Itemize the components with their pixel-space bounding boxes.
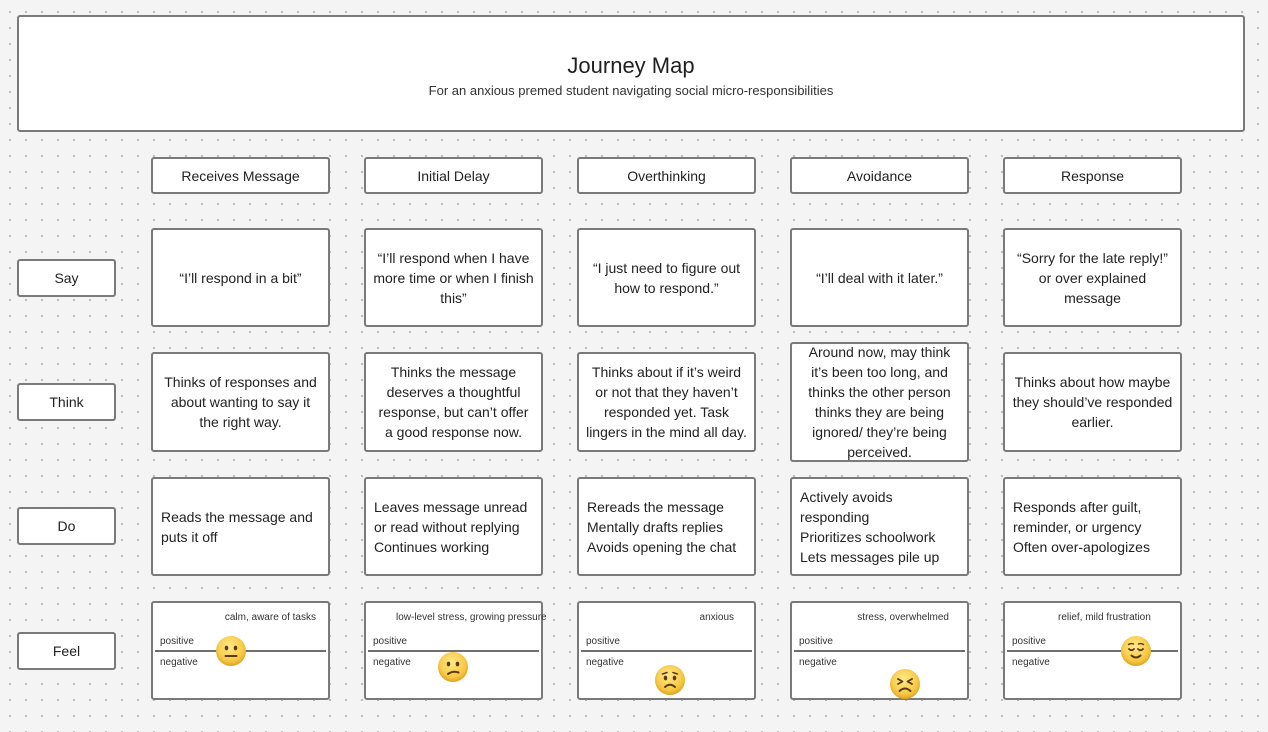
think-cell-receives-message: Thinks of responses and about wanting to say it the right way. bbox=[151, 352, 330, 452]
negative-label: negative bbox=[586, 657, 624, 668]
do-cell-receives-message: Reads the message and puts it off bbox=[151, 477, 330, 576]
positive-label: positive bbox=[799, 636, 833, 647]
feel-cell-response bbox=[1003, 601, 1182, 700]
say-cell-response: “Sorry for the late reply!” or over explained message bbox=[1003, 228, 1182, 327]
emotion-axis-line bbox=[794, 650, 965, 652]
relieved-face-icon bbox=[1121, 636, 1151, 666]
think-cell-initial-delay: Thinks the message deserves a thoughtful response, but can’t offer a good response now. bbox=[364, 352, 543, 452]
page-title: Journey Map bbox=[567, 53, 695, 78]
feel-cell-receives-message bbox=[151, 601, 330, 700]
stage-initial-delay: Initial Delay bbox=[364, 157, 543, 194]
page-subtitle: For an anxious premed student navigating social micro-responsibilities bbox=[428, 83, 834, 98]
say-cell-overthinking: “I just need to figure out how to respond.” bbox=[577, 228, 756, 327]
positive-label: positive bbox=[373, 636, 407, 647]
row-label-think: Think bbox=[17, 383, 116, 421]
negative-label: negative bbox=[799, 657, 837, 668]
positive-label: positive bbox=[586, 636, 620, 647]
stage-avoidance: Avoidance bbox=[790, 157, 969, 194]
negative-label: negative bbox=[373, 657, 411, 668]
stage-receives-message: Receives Message bbox=[151, 157, 330, 194]
feel-cell-overthinking bbox=[577, 601, 756, 700]
feel-cell-initial-delay bbox=[364, 601, 547, 700]
feel-cell-avoidance bbox=[790, 601, 969, 700]
say-cell-avoidance: “I’ll deal with it later.” bbox=[790, 228, 969, 327]
row-label-feel: Feel bbox=[17, 632, 116, 670]
say-cell-receives-message: “I’ll respond in a bit” bbox=[151, 228, 330, 327]
do-cell-initial-delay: Leaves message unread or read without replying Continues working bbox=[364, 477, 543, 576]
do-cell-avoidance: Actively avoids responding Prioritizes schoolwork Lets messages pile up bbox=[790, 477, 969, 576]
feel-note: stress, overwhelmed bbox=[857, 612, 949, 623]
negative-label: negative bbox=[1012, 657, 1050, 668]
worried-face-icon bbox=[655, 665, 685, 695]
positive-label: positive bbox=[160, 636, 194, 647]
row-label-do: Do bbox=[17, 507, 116, 545]
say-cell-initial-delay: “I’ll respond when I have more time or when I finish this” bbox=[364, 228, 543, 327]
think-cell-avoidance: Around now, may think it’s been too long, and thinks the other person thinks they are being ignored/ they’re being perceived. bbox=[790, 342, 969, 462]
positive-label: positive bbox=[1012, 636, 1046, 647]
feel-note: calm, aware of tasks bbox=[224, 612, 316, 623]
neutral-face-icon bbox=[216, 636, 246, 666]
journey-map-header bbox=[17, 15, 1245, 132]
negative-label: negative bbox=[160, 657, 198, 668]
do-cell-overthinking: Rereads the message Mentally drafts replies Avoids opening the chat bbox=[577, 477, 756, 576]
row-label-say: Say bbox=[17, 259, 116, 297]
persevering-face-icon bbox=[890, 669, 920, 699]
feel-note: anxious bbox=[699, 612, 734, 623]
think-cell-response: Thinks about how maybe they should’ve responded earlier. bbox=[1003, 352, 1182, 452]
confused-face-icon bbox=[438, 652, 468, 682]
stage-overthinking: Overthinking bbox=[577, 157, 756, 194]
feel-note: low-level stress, growing pressure bbox=[396, 612, 547, 623]
feel-note: relief, mild frustration bbox=[1058, 612, 1151, 623]
stage-response: Response bbox=[1003, 157, 1182, 194]
emotion-axis-line bbox=[581, 650, 752, 652]
think-cell-overthinking: Thinks about if it’s weird or not that they haven’t responded yet. Task lingers in the mind all day. bbox=[577, 352, 756, 452]
do-cell-response: Responds after guilt, reminder, or urgency Often over-apologizes bbox=[1003, 477, 1182, 576]
emotion-axis-line bbox=[1007, 650, 1178, 652]
